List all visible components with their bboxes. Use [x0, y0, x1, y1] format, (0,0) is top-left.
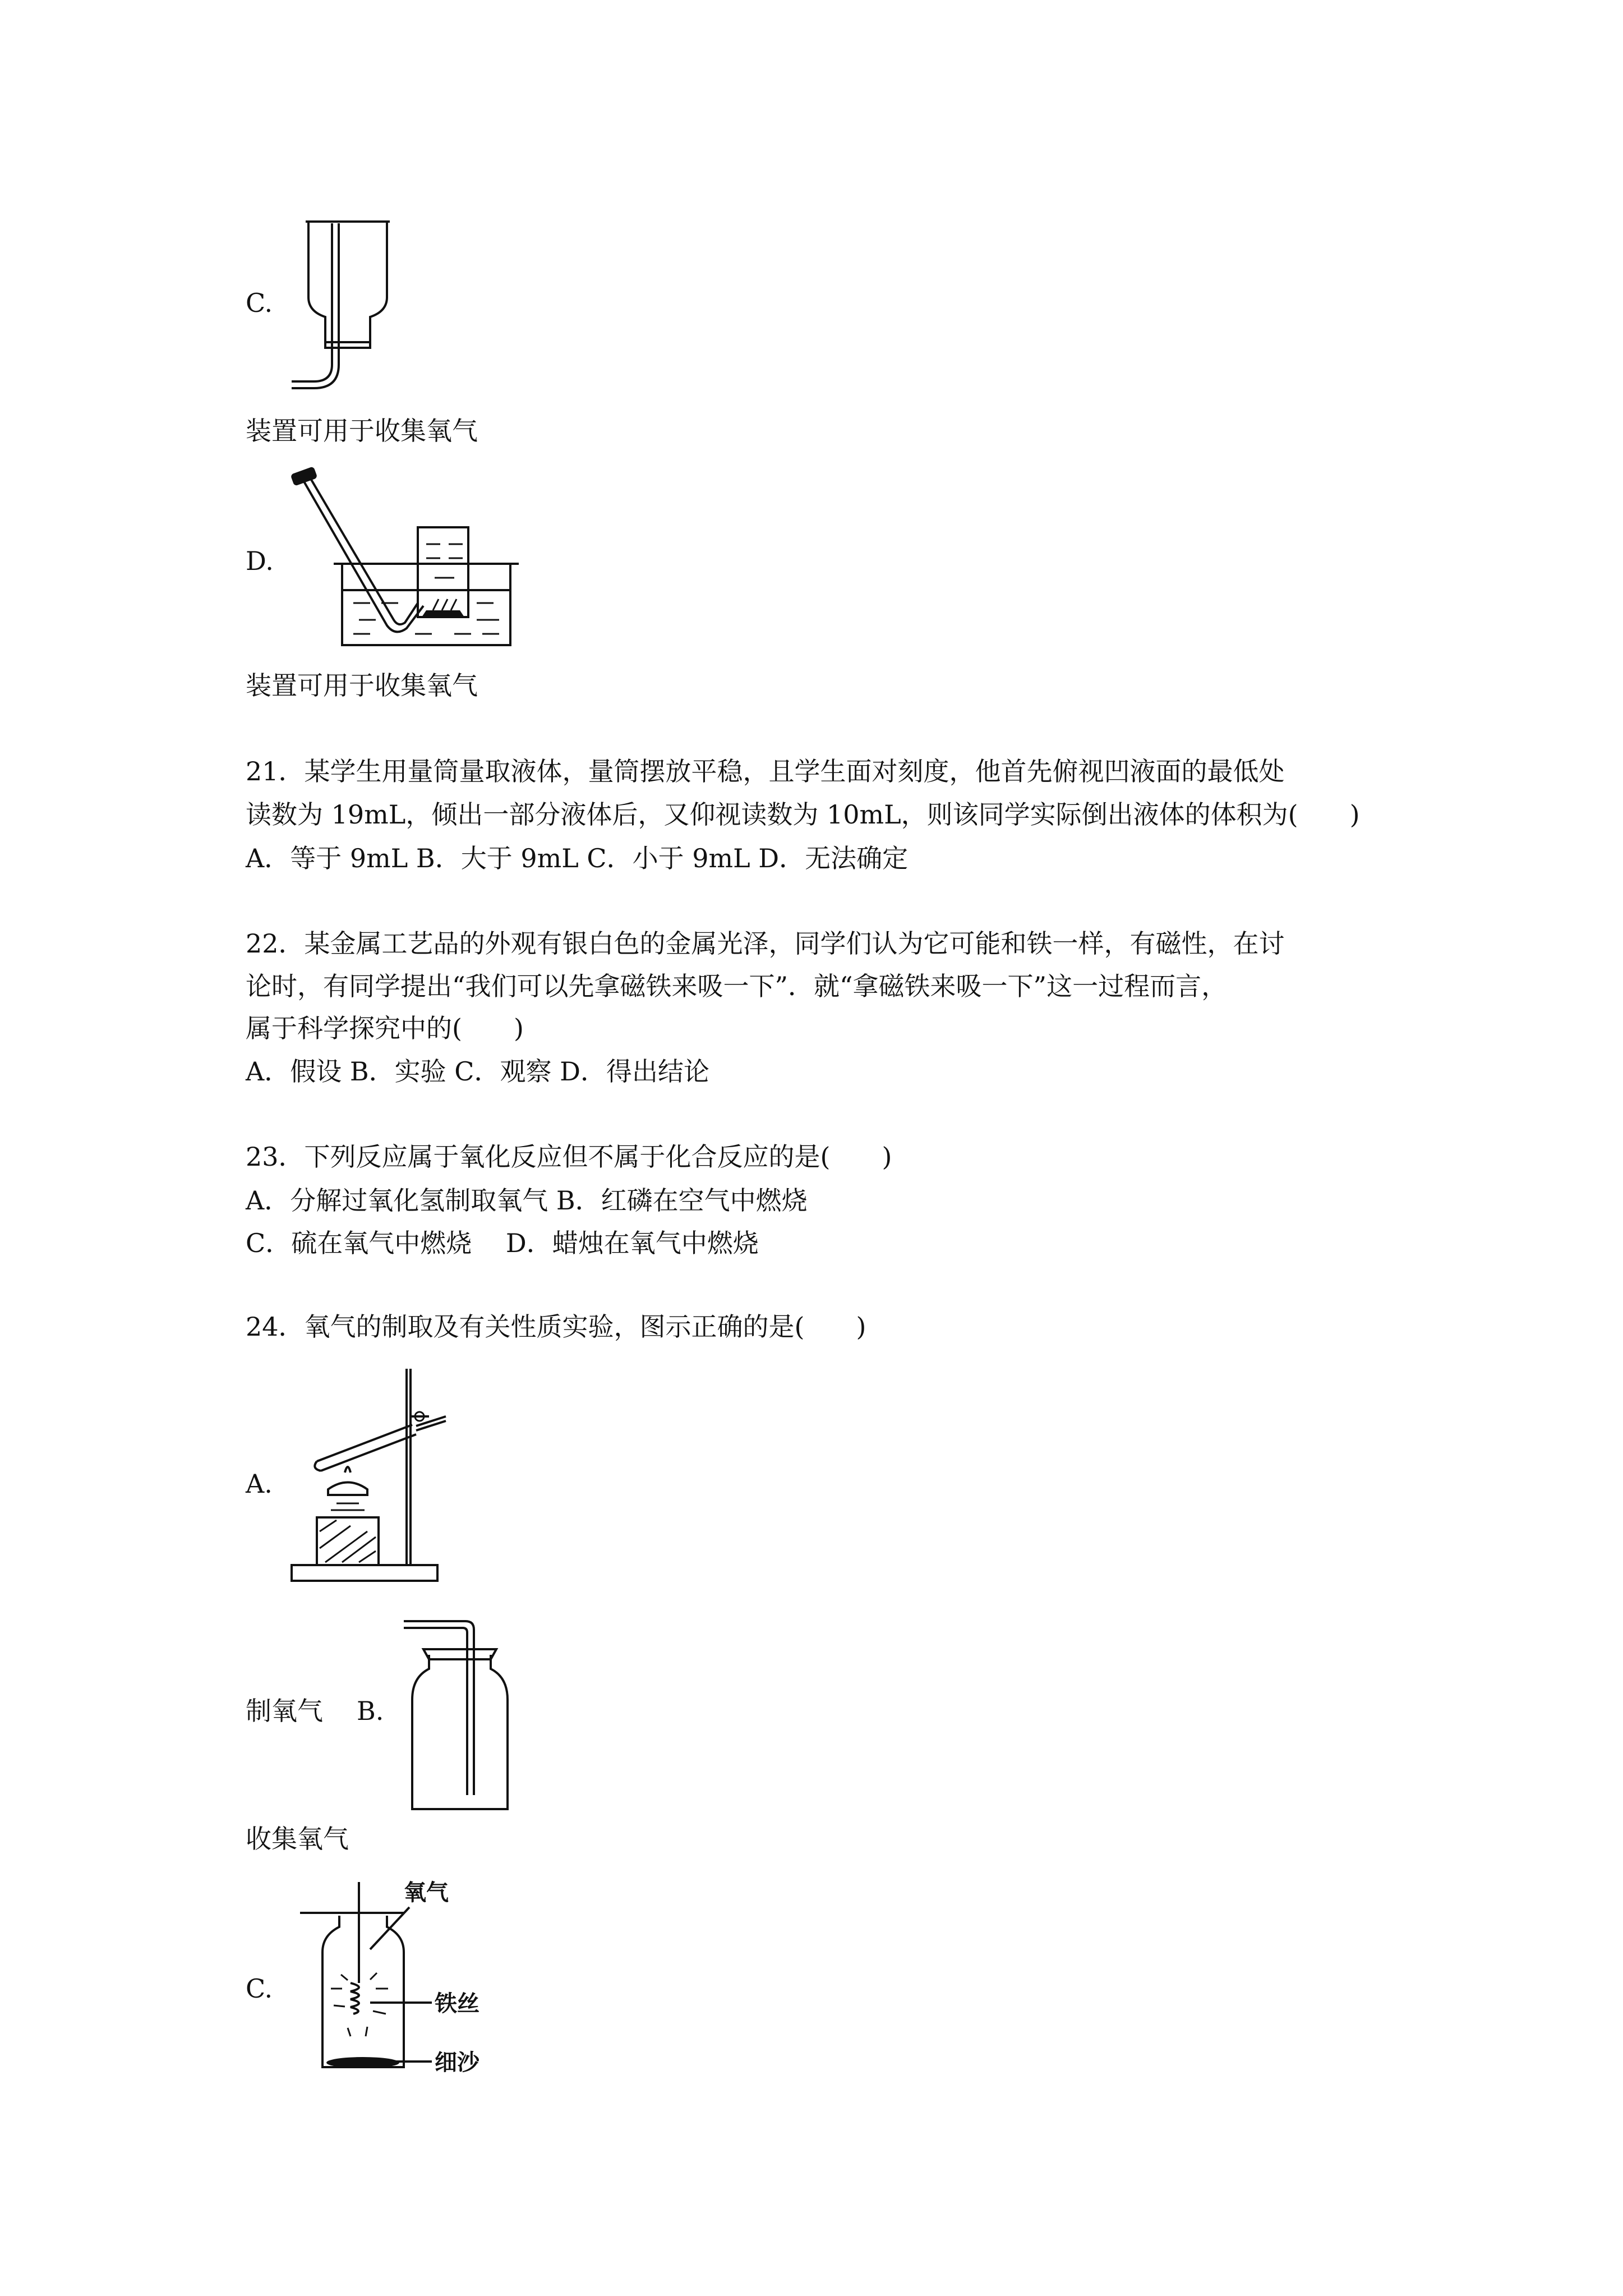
q23-options-line2: C．硫在氧气中燃烧 D．蜡烛在氧气中燃烧	[246, 1228, 759, 1258]
q24-option-c-label: C.	[246, 1973, 273, 2004]
q21-stem-line2: 读数为 19mL，倾出一部分液体后，又仰视读数为 10mL，则该同学实际倒出液体的体积为( )	[246, 799, 1360, 830]
iron-wire-label: 铁丝	[435, 1991, 479, 2017]
option-c-label: C.	[246, 288, 273, 318]
q21-options: A．等于 9mL B．大于 9mL C．小于 9mL D．无法确定	[246, 843, 909, 873]
option-c-caption: 装置可用于收集氧气	[246, 416, 478, 446]
oxygen-generation-apparatus-figure	[286, 1363, 454, 1588]
q23-options-line1: A．分解过氧化氢制取氧气 B．红磷在空气中燃烧	[246, 1185, 808, 1216]
oxygen-label: 氧气	[404, 1880, 449, 1906]
q24-stem: 24．氧气的制取及有关性质实验，图示正确的是( )	[246, 1312, 866, 1342]
option-d-caption: 装置可用于收集氧气	[246, 670, 478, 701]
option-d-label: D.	[246, 546, 274, 576]
q24-option-b-caption: 收集氧气	[246, 1824, 349, 1854]
q24-option-b-label: B.	[357, 1696, 384, 1726]
q24-option-a-label: A.	[246, 1469, 273, 1499]
q24-option-a-caption: 制氧气	[246, 1696, 323, 1726]
q21-stem-line1: 21．某学生用量筒量取液体，量筒摆放平稳，且学生面对刻度，他首先俯视凹液面的最低处	[246, 756, 1285, 786]
q22-stem-line3: 属于科学探究中的( )	[246, 1013, 524, 1043]
q22-stem-line1: 22．某金属工艺品的外观有银白色的金属光泽，同学们认为它可能和铁一样，有磁性，在讨	[246, 928, 1285, 959]
q23-stem: 23．下列反应属于氧化反应但不属于化合反应的是( )	[246, 1142, 892, 1172]
q22-options: A．假设 B．实验 C．观察 D．得出结论	[246, 1056, 709, 1087]
inverted-bottle-collection-figure	[286, 213, 421, 393]
iron-wire-combustion-figure	[292, 1876, 527, 2090]
water-trough-collection-figure	[286, 466, 522, 651]
gas-collecting-bottle-figure	[398, 1616, 522, 1818]
fine-sand-label: 细沙	[435, 2050, 479, 2076]
q22-stem-line2: 论时，有同学提出“我们可以先拿磁铁来吸一下”．就“拿磁铁来吸一下”这一过程而言，	[246, 971, 1228, 1001]
